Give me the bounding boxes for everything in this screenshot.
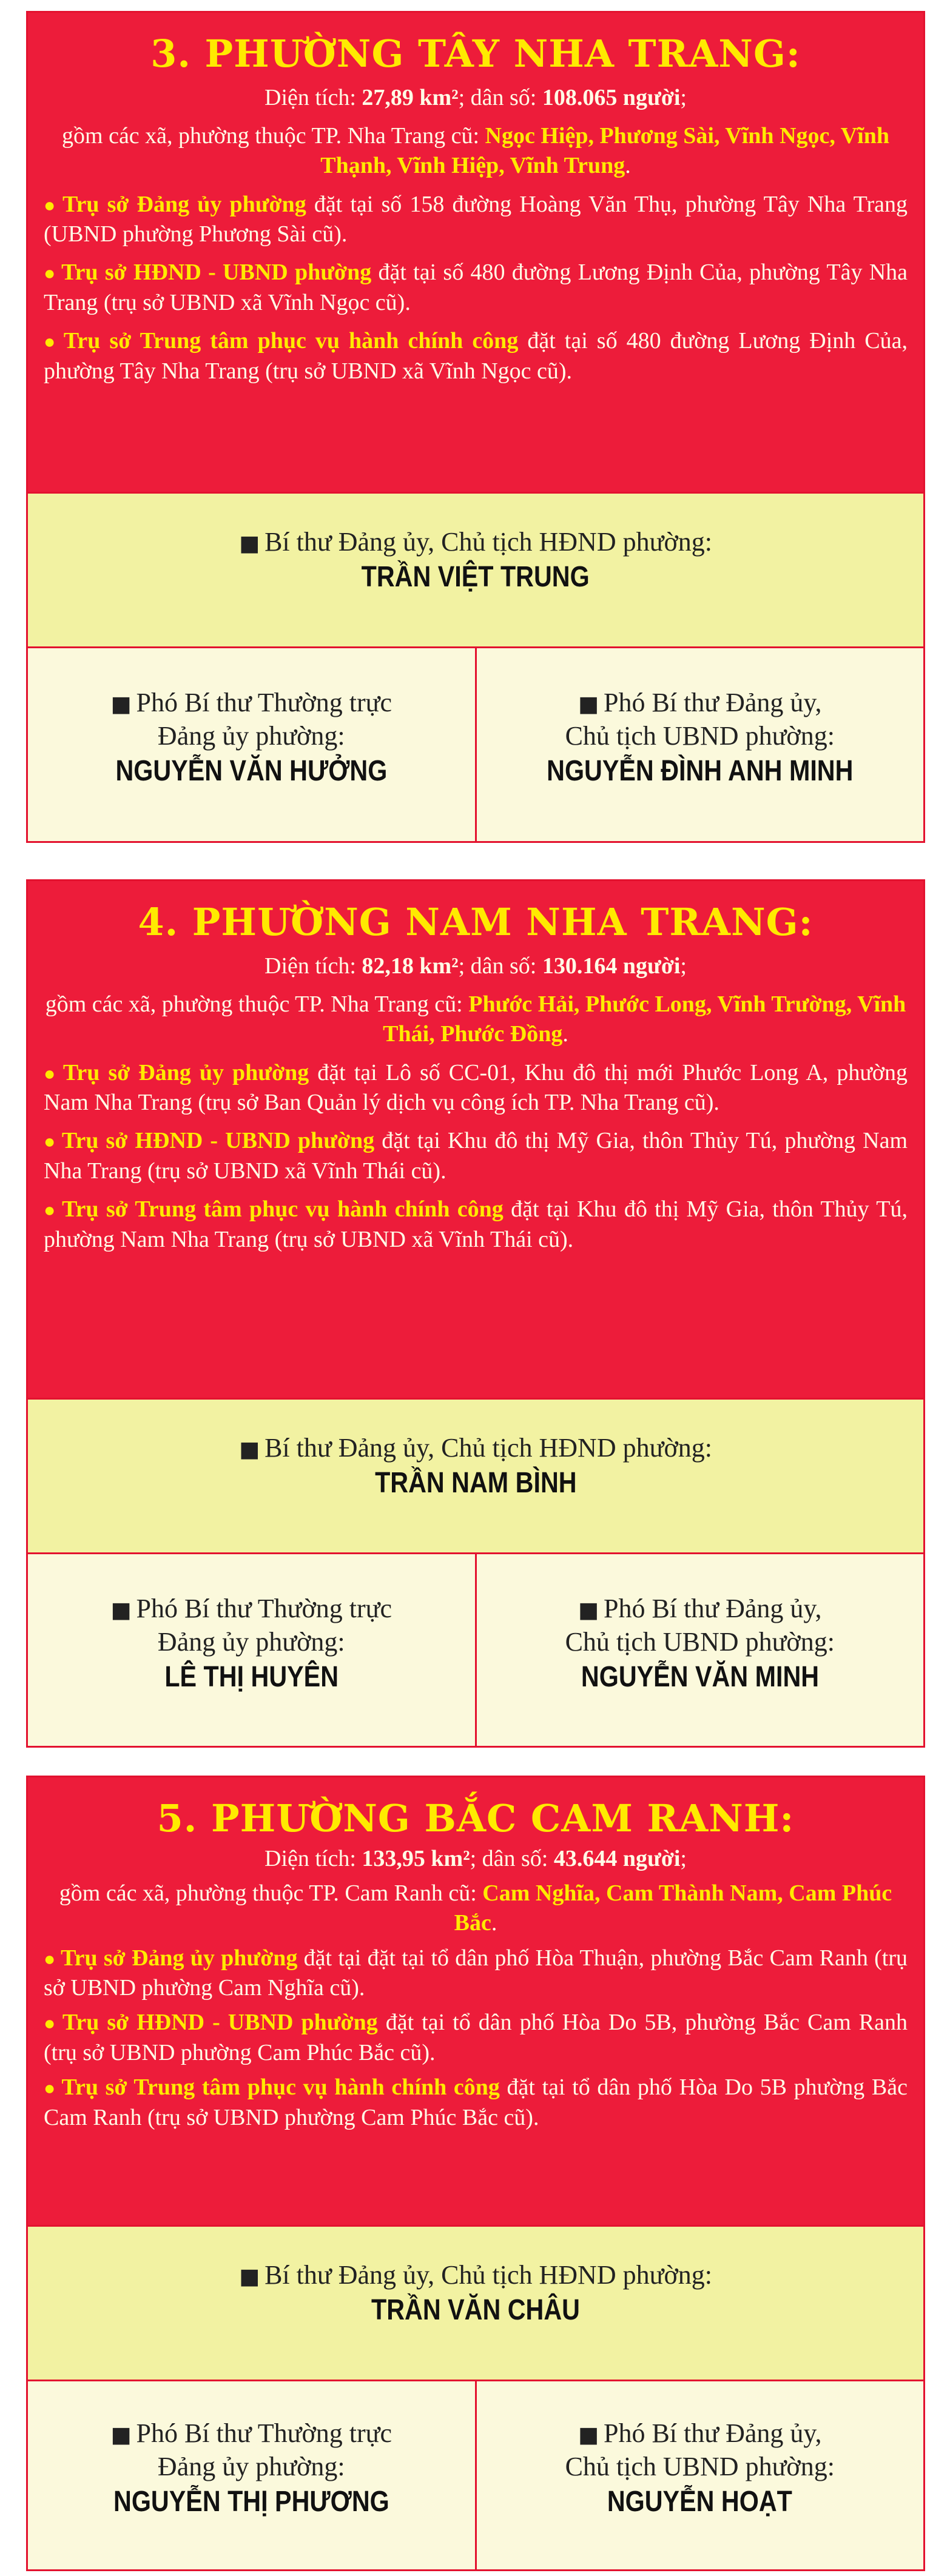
hq-people-council: ● Trụ sở HĐND - UBND phường đặt tại tổ dân phố Hòa Do 5B, phường Bắc Cam Ranh (trụ sở UBND phường Cam Phúc Bắc cũ).	[44, 2010, 908, 2065]
ward-info-panel	[28, 13, 923, 492]
hq-party-committee: ● Trụ sở Đảng ủy phường đặt tại số 158 đường Hoàng Văn Thụ, phường Tây Nha Trang (UBND phường Phương Sài cũ).	[44, 191, 908, 247]
ward-card-3	[26, 11, 925, 843]
yellow-dot-icon: ●	[44, 2012, 58, 2034]
ward-title: 3. PHƯỜNG TÂY NHA TRANG:	[150, 32, 801, 76]
deputy-secretary-name: NGUYỄN THỊ PHƯƠNG	[113, 2486, 389, 2518]
ward-title: 5. PHƯỜNG BẮC CAM RANH:	[157, 1796, 795, 1840]
black-square-icon: ■	[578, 2423, 599, 2447]
chairman-name: NGUYỄN VĂN MINH	[581, 1661, 819, 1693]
chairman-cell: ■ Phó Bí thư Đảng ủy, Chủ tịch UBND phường: NGUYỄN ĐÌNH ANH MINH	[475, 648, 924, 841]
black-square-icon: ■	[239, 2264, 260, 2289]
ward-info-panel	[28, 1777, 923, 2225]
secretary-role: ■ Bí thư Đảng ủy, Chủ tịch HĐND phường:	[239, 1433, 712, 1463]
ward-communes: gồm các xã, phường thuộc TP. Cam Ranh cũ: Cam Nghĩa, Cam Thành Nam, Cam Phúc Bắc.	[59, 1880, 892, 1936]
black-square-icon: ■	[110, 2423, 132, 2447]
secretary-role: ■ Bí thư Đảng ủy, Chủ tịch HĐND phường:	[239, 2260, 712, 2290]
deputy-secretary-cell: ■ Phó Bí thư Thường trực Đảng ủy phường: NGUYỄN VĂN HƯỞNG	[28, 648, 475, 841]
black-square-icon: ■	[578, 692, 599, 717]
secretary-panel	[28, 2225, 923, 2381]
black-square-icon: ■	[110, 1598, 132, 1623]
hq-public-service-center: ● Trụ sở Trung tâm phục vụ hành chính công đặt tại Khu đô thị Mỹ Gia, thôn Thủy Tú, phường Nam Nha Trang (trụ sở UBND xã Vĩnh Thái cũ).	[44, 1196, 908, 1252]
yellow-dot-icon: ●	[44, 193, 58, 216]
deputies-row	[28, 1554, 923, 1746]
yellow-dot-icon: ●	[44, 1062, 58, 1084]
secretary-panel	[28, 492, 923, 648]
black-square-icon: ■	[110, 692, 132, 717]
hq-public-service-center: ● Trụ sở Trung tâm phục vụ hành chính công đặt tại số 480 đường Lương Định Của, phường Tây Nha Trang (trụ sở UBND xã Vĩnh Ngọc cũ).	[44, 328, 908, 384]
secretary-name: TRẦN VIỆT TRUNG	[361, 561, 590, 593]
deputy-secretary-cell: ■ Phó Bí thư Thường trực Đảng ủy phường: NGUYỄN THỊ PHƯƠNG	[28, 2381, 475, 2569]
secretary-panel	[28, 1398, 923, 1554]
deputies-row	[28, 2381, 923, 2569]
yellow-dot-icon: ●	[44, 1947, 56, 1970]
yellow-dot-icon: ●	[44, 262, 57, 284]
secretary-name: TRẦN NAM BÌNH	[374, 1467, 577, 1499]
black-square-icon: ■	[239, 531, 260, 556]
secretary-name: TRẦN VĂN CHÂU	[371, 2294, 580, 2326]
hq-people-council: ● Trụ sở HĐND - UBND phường đặt tại Khu đô thị Mỹ Gia, thôn Thủy Tú, phường Nam Nha Trang (trụ sở UBND xã Vĩnh Thái cũ).	[44, 1128, 908, 1184]
chairman-name: NGUYỄN HOẠT	[607, 2486, 793, 2518]
ward-info-panel	[28, 881, 923, 1398]
ward-communes: gồm các xã, phường thuộc TP. Nha Trang cũ: Ngọc Hiệp, Phương Sài, Vĩnh Ngọc, Vĩnh Thạnh, Vĩnh Hiệp, Vĩnh Trung.	[62, 122, 889, 179]
black-square-icon: ■	[578, 1598, 599, 1623]
hq-people-council: ● Trụ sở HĐND - UBND phường đặt tại số 480 đường Lương Định Của, phường Tây Nha Trang (trụ sở UBND xã Vĩnh Ngọc cũ).	[44, 260, 908, 315]
hq-party-committee: ● Trụ sở Đảng ủy phường đặt tại đặt tại tổ dân phố Hòa Thuận, phường Bắc Cam Ranh (trụ sở UBND phường Cam Nghĩa cũ).	[44, 1945, 908, 2001]
yellow-dot-icon: ●	[44, 1199, 58, 1221]
ward-card-5	[26, 1776, 925, 2571]
chairman-cell: ■ Phó Bí thư Đảng ủy, Chủ tịch UBND phường: NGUYỄN VĂN MINH	[475, 1554, 924, 1746]
ward-card-4	[26, 879, 925, 1748]
yellow-dot-icon: ●	[44, 2077, 57, 2099]
chairman-name: NGUYỄN ĐÌNH ANH MINH	[547, 755, 854, 787]
deputies-row	[28, 648, 923, 841]
deputy-secretary-cell: ■ Phó Bí thư Thường trực Đảng ủy phường: LÊ THỊ HUYÊN	[28, 1554, 475, 1746]
ward-title: 4. PHƯỜNG NAM NHA TRANG:	[138, 900, 814, 944]
ward-stats: Diện tích: 82,18 km²; dân số: 130.164 người;	[264, 953, 687, 979]
black-square-icon: ■	[239, 1437, 260, 1462]
deputy-secretary-name: LÊ THỊ HUYÊN	[164, 1661, 339, 1693]
chairman-cell: ■ Phó Bí thư Đảng ủy, Chủ tịch UBND phường: NGUYỄN HOẠT	[475, 2381, 924, 2569]
yellow-dot-icon: ●	[44, 330, 59, 353]
hq-public-service-center: ● Trụ sở Trung tâm phục vụ hành chính công đặt tại tổ dân phố Hòa Do 5B phường Bắc Cam Ranh (trụ sở UBND phường Cam Phúc Bắc cũ).	[44, 2075, 908, 2130]
deputy-secretary-name: NGUYỄN VĂN HƯỞNG	[115, 755, 388, 787]
hq-party-committee: ● Trụ sở Đảng ủy phường đặt tại Lô số CC-01, Khu đô thị mới Phước Long A, phường Nam Nha Trang (trụ sở Ban Quản lý dịch vụ công ích TP. Nha Trang cũ).	[44, 1059, 908, 1115]
yellow-dot-icon: ●	[44, 1130, 57, 1153]
ward-communes: gồm các xã, phường thuộc TP. Nha Trang cũ: Phước Hải, Phước Long, Vĩnh Trường, Vĩnh Thái, Phước Đồng.	[45, 991, 906, 1047]
secretary-role: ■ Bí thư Đảng ủy, Chủ tịch HĐND phường:	[239, 527, 712, 557]
ward-stats: Diện tích: 133,95 km²; dân số: 43.644 người;	[264, 1846, 687, 1872]
ward-stats: Diện tích: 27,89 km²; dân số: 108.065 người;	[264, 85, 687, 111]
